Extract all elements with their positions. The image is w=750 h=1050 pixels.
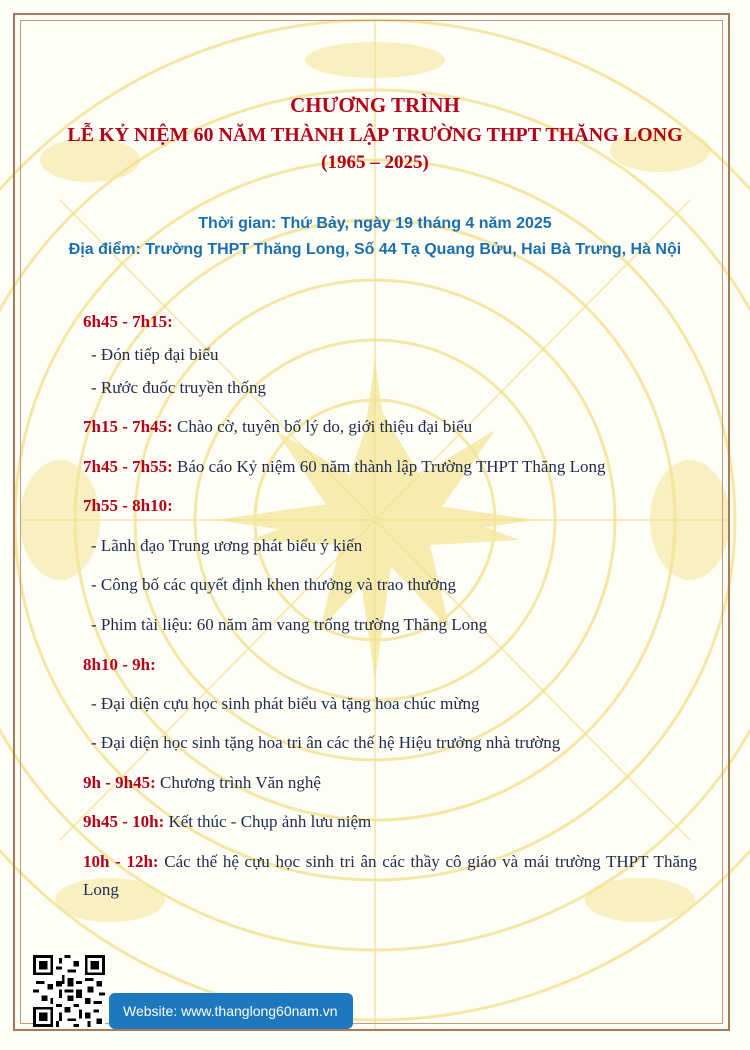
schedule-item	[83, 492, 697, 520]
schedule-subitem: - Phim tài liệu: 60 năm âm vang trống trường Thăng Long	[91, 615, 488, 634]
schedule-item	[83, 808, 697, 836]
event-title: LỄ KỶ NIỆM 60 NĂM THÀNH LẬP TRƯỜNG THPT THĂNG LONG	[67, 124, 683, 146]
schedule-subitem: - Công bố các quyết định khen thưởng và trao thưởng	[91, 575, 457, 594]
schedule-item	[83, 651, 697, 679]
schedule-subitem: - Đón tiếp đại biểu	[91, 345, 219, 364]
schedule-time: 10h - 12h:	[83, 852, 159, 871]
schedule-time: 8h10 - 9h:	[83, 655, 156, 674]
schedule-text: Kết thúc - Chụp ảnh lưu niệm	[164, 812, 372, 831]
schedule-subitem: - Đại diện học sinh tặng hoa tri ân các thế hệ Hiệu trưởng nhà trường	[91, 733, 561, 752]
event-place: Địa điểm: Trường THPT Thăng Long, Số 44 Tạ Quang Bửu, Hai Bà Trưng, Hà Nội	[68, 241, 682, 258]
schedule-time: 6h45 - 7h15:	[83, 312, 173, 331]
website-link[interactable]: Website: www.thanglong60nam.vn	[109, 993, 353, 1029]
schedule-time: 9h - 9h45:	[83, 773, 156, 792]
schedule-time: 7h55 - 8h10:	[83, 496, 173, 515]
schedule-item	[83, 453, 697, 481]
qr-code-icon[interactable]	[33, 955, 105, 1027]
schedule-subitem: - Đại diện cựu học sinh phát biểu và tặng hoa chúc mừng	[91, 694, 480, 713]
event-time: Thời gian: Thứ Bảy, ngày 19 tháng 4 năm 2025	[198, 215, 552, 232]
schedule-text: Báo cáo Kỷ niệm 60 năm thành lập Trường THPT Thăng Long	[172, 457, 606, 476]
schedule-time: 9h45 - 10h:	[83, 812, 165, 831]
schedule-item	[83, 413, 697, 441]
schedule-subitem: - Rước đuốc truyền thống	[91, 378, 266, 397]
schedule-subitem: - Lãnh đạo Trung ương phát biểu ý kiến	[91, 536, 363, 555]
schedule-item	[83, 848, 697, 904]
schedule-time: 7h45 - 7h55:	[83, 457, 173, 476]
schedule-text: Chương trình Văn nghệ	[155, 773, 321, 792]
schedule-item	[83, 308, 697, 336]
schedule-item	[83, 769, 697, 797]
schedule-text: Các thế hệ cựu học sinh tri ân các thầy cô giáo và mái trường THPT Thăng Long	[83, 852, 697, 899]
schedule-text: Chào cờ, tuyên bố lý do, giới thiệu đại biểu	[172, 417, 473, 436]
program-title: CHƯƠNG TRÌNH	[290, 93, 460, 117]
schedule-time: 7h15 - 7h45:	[83, 417, 173, 436]
event-years: (1965 – 2025)	[321, 152, 429, 173]
